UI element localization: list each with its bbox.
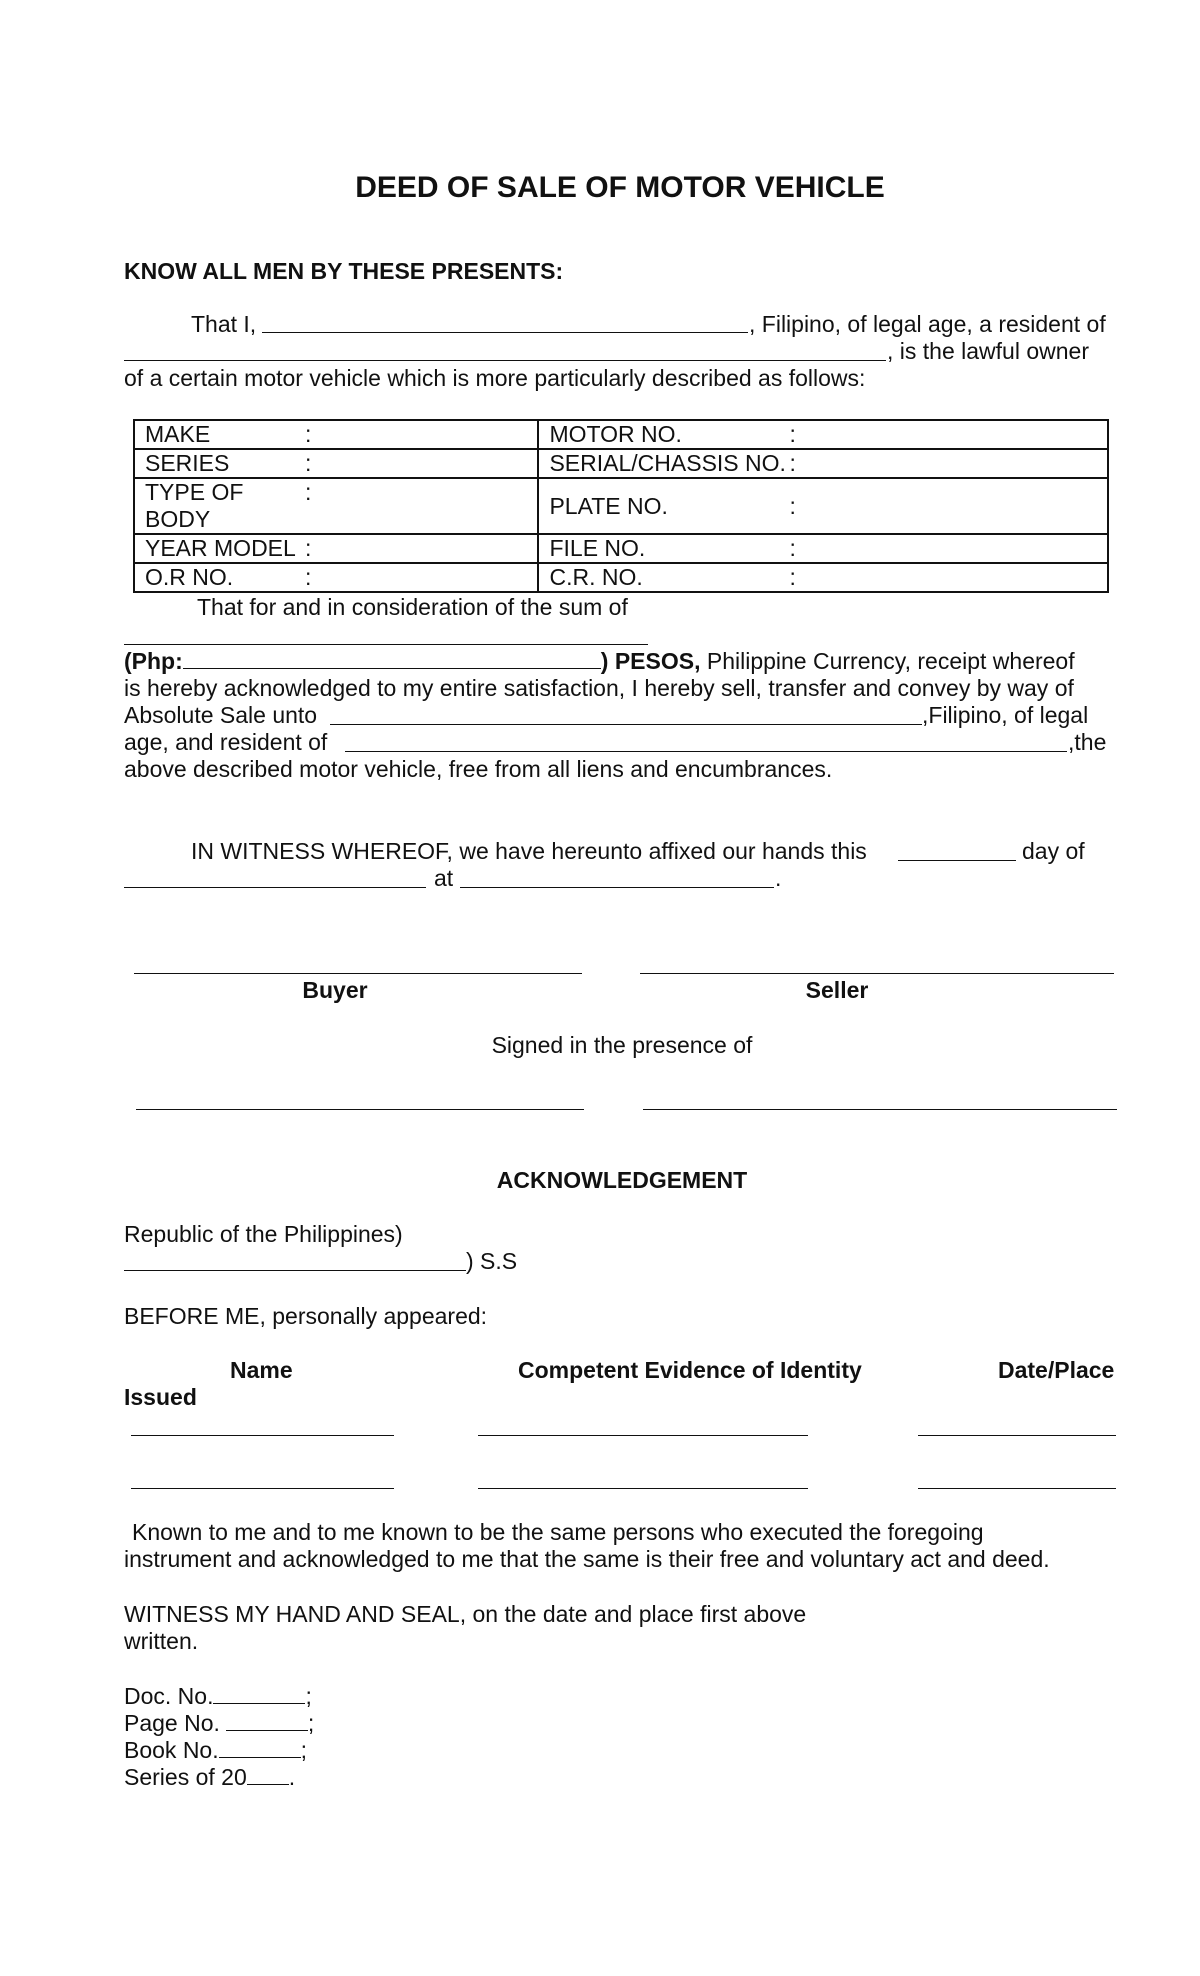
vehicle-field-left[interactable] (134, 420, 538, 449)
vehicle-field-label: O.R NO. (145, 564, 234, 590)
row2-name-blank[interactable] (131, 1488, 394, 1489)
column-name: Name (230, 1357, 293, 1383)
vehicle-field-colon: : (789, 450, 796, 476)
vehicle-field-left[interactable] (134, 449, 538, 478)
row2-evidence-blank[interactable] (478, 1488, 808, 1489)
the-text: ,the (1068, 729, 1107, 755)
presence-text: Signed in the presence of (491, 1032, 753, 1058)
vehicle-field-left[interactable] (134, 563, 538, 592)
witness-text: IN WITNESS WHEREOF, we have hereunto affixed our hands this (191, 838, 867, 864)
vehicle-field-label: MOTOR NO. (549, 421, 682, 447)
vehicle-field-colon: : (305, 535, 312, 561)
seal-line2: written. (124, 1628, 199, 1654)
row2-date-blank[interactable] (918, 1488, 1116, 1489)
para2-line5: above described motor vehicle, free from all liens and encumbrances. (124, 756, 833, 782)
republic-text: Republic of the Philippines) (124, 1221, 403, 1247)
vehicle-field-left[interactable] (134, 534, 538, 563)
book-no-semicolon: ; (300, 1737, 307, 1763)
row1-date-blank[interactable] (918, 1435, 1116, 1436)
seal-line1: WITNESS MY HAND AND SEAL, on the date and place first above (124, 1601, 807, 1627)
document-title: DEED OF SALE OF MOTOR VEHICLE (355, 171, 885, 204)
vehicle-field-colon: : (789, 421, 796, 447)
pesos-label: ) PESOS, (600, 648, 701, 674)
that-i-text: That I, (191, 311, 257, 337)
vehicle-field-label: FILE NO. (549, 535, 646, 561)
witness2-signature-line[interactable] (643, 1109, 1117, 1110)
row1-name-blank[interactable] (131, 1435, 394, 1436)
column-evidence: Competent Evidence of Identity (518, 1357, 862, 1383)
sum-words-blank[interactable] (124, 644, 648, 645)
vehicle-table-row (134, 478, 1108, 534)
vehicle-field-label: YEAR MODEL (145, 535, 296, 561)
php-line (124, 648, 1075, 675)
column-date-place: Date/Place (998, 1357, 1115, 1383)
acknowledgement-heading: ACKNOWLEDGEMENT (496, 1167, 748, 1193)
vehicle-field-colon: : (305, 479, 312, 505)
doc-no-blank[interactable] (213, 1683, 305, 1704)
vehicle-field-colon: : (305, 421, 312, 447)
vehicle-field-label: MAKE (145, 421, 211, 447)
doc-no-label: Doc. No. (124, 1683, 214, 1709)
series-label: Series of 20 (124, 1764, 247, 1790)
vehicle-field-label: SERIAL/CHASSIS NO. (549, 450, 786, 476)
page-no-semicolon: ; (307, 1710, 315, 1736)
php-prefix: (Php: (124, 648, 183, 674)
owner-address-blank[interactable] (124, 360, 886, 361)
before-me-text: BEFORE ME, personally appeared: (124, 1303, 488, 1329)
vehicle-field-label: SERIES (145, 450, 230, 476)
buyer-signature-line[interactable] (134, 973, 582, 974)
described-text: of a certain motor vehicle which is more particularly described as follows: (124, 365, 866, 391)
day-blank[interactable] (898, 860, 1016, 861)
month-year-blank[interactable] (124, 887, 426, 888)
buyer-name-blank[interactable] (330, 724, 922, 725)
vehicle-field-label: C.R. NO. (549, 564, 643, 590)
doc-no-line (124, 1683, 312, 1710)
at-text: at (434, 865, 454, 891)
witness-period: . (775, 865, 782, 891)
consideration-text: That for and in consideration of the sum of (197, 594, 628, 620)
seller-label: Seller (805, 977, 869, 1003)
vehicle-field-right[interactable] (538, 534, 1108, 563)
day-of-text: day of (1022, 838, 1085, 864)
vehicle-field-right[interactable] (538, 563, 1108, 592)
age-resident-text: age, and resident of (124, 729, 328, 755)
php-amount-blank[interactable] (183, 648, 601, 669)
city-blank[interactable] (124, 1270, 466, 1271)
vehicle-field-label: TYPE OF BODY (145, 479, 244, 532)
owner-name-blank[interactable] (262, 332, 748, 333)
vehicle-table-row (134, 420, 1108, 449)
column-issued: Issued (124, 1384, 197, 1410)
series-year-blank[interactable] (247, 1764, 289, 1785)
lawful-owner-text: , is the lawful owner (887, 338, 1089, 364)
buyer-label: Buyer (302, 977, 368, 1003)
series-line (124, 1764, 295, 1791)
vehicle-table-row (134, 449, 1108, 478)
vehicle-field-colon: : (789, 535, 796, 561)
seller-signature-line[interactable] (640, 973, 1114, 974)
vehicle-field-colon: : (789, 564, 796, 590)
filipino-resident-text: , Filipino, of legal age, a resident of (749, 311, 1106, 337)
book-no-line (124, 1737, 307, 1764)
place-blank[interactable] (460, 887, 774, 888)
vehicle-details-table (133, 419, 1109, 593)
page-no-label: Page No. (124, 1710, 220, 1736)
doc-no-semicolon: ; (305, 1683, 312, 1709)
ss-text: ) S.S (466, 1248, 518, 1274)
vehicle-field-right[interactable] (538, 478, 1108, 534)
vehicle-field-colon: : (789, 492, 796, 519)
vehicle-field-right[interactable] (538, 449, 1108, 478)
vehicle-table-row (134, 563, 1108, 592)
known-line1: Known to me and to me known to be the same persons who executed the foregoing (132, 1519, 984, 1545)
currency-text: Philippine Currency, receipt whereof (706, 648, 1075, 674)
row1-evidence-blank[interactable] (478, 1435, 808, 1436)
para2-line2: is hereby acknowledged to my entire satisfaction, I hereby sell, transfer and convey by way of (124, 675, 1074, 701)
vehicle-field-label: PLATE NO. (549, 492, 668, 519)
series-period: . (288, 1764, 296, 1790)
witness1-signature-line[interactable] (136, 1109, 584, 1110)
book-no-blank[interactable] (219, 1737, 301, 1758)
vehicle-field-left[interactable] (134, 478, 538, 534)
vehicle-table-row (134, 534, 1108, 563)
intro-heading: KNOW ALL MEN BY THESE PRESENTS: (124, 258, 564, 284)
page-no-line (124, 1710, 314, 1737)
vehicle-field-right[interactable] (538, 420, 1108, 449)
filipino-legal-text: ,Filipino, of legal (922, 702, 1089, 728)
book-no-label: Book No. (124, 1737, 219, 1763)
vehicle-field-colon: : (305, 564, 312, 590)
buyer-address-blank[interactable] (345, 751, 1067, 752)
absolute-sale-text: Absolute Sale unto (124, 702, 318, 728)
vehicle-field-colon: : (305, 450, 312, 476)
page-no-blank[interactable] (226, 1710, 308, 1731)
known-line2: instrument and acknowledged to me that the same is their free and voluntary act and deed. (124, 1546, 1050, 1572)
